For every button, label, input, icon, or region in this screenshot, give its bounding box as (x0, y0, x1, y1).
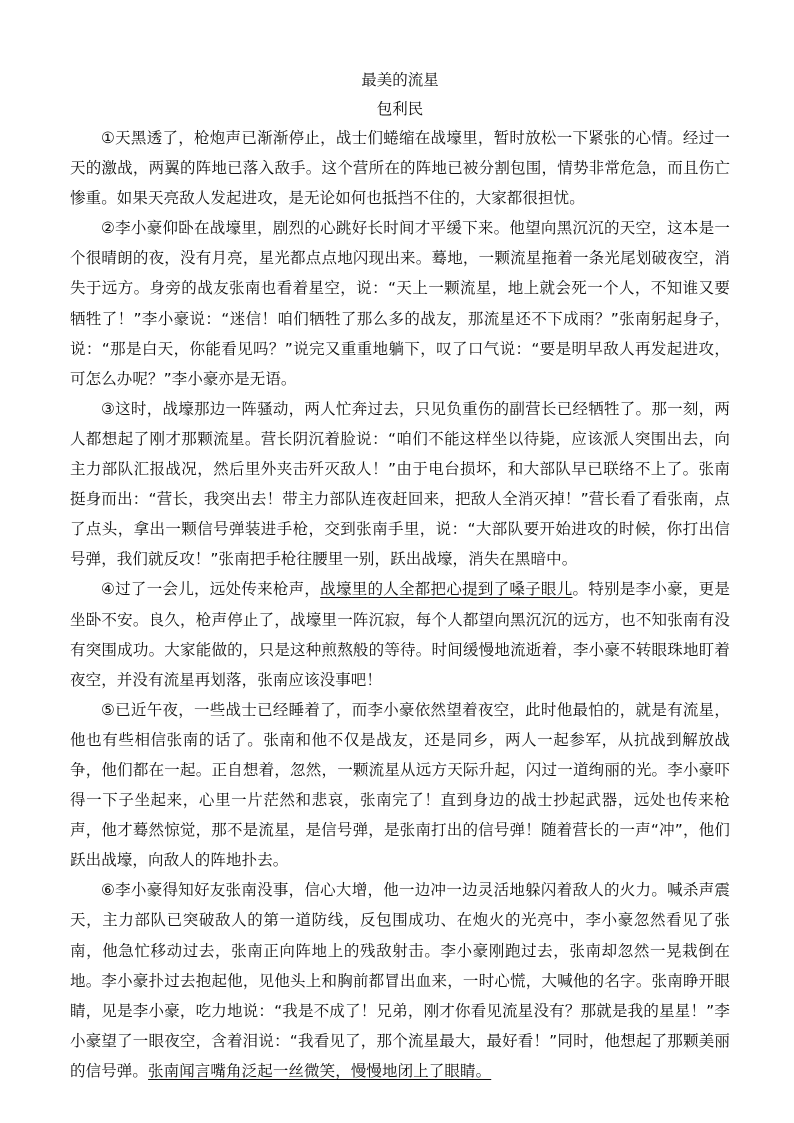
document-page (70, 68, 730, 1086)
underlined-sentence-1: 战壕里的人全都把心提到了嗓子眼儿 (320, 580, 573, 599)
paragraph-4-text-b: 。特别是李小豪，更是坐卧不安。良久，枪声停止了，战壕里一阵沉寂，每个人都望向黑沉沉的远方，也不知张南有没有突围成功。大家能做的，只是这种煎熬般的等待。时间缓慢地流逝着，李小豪不转眼珠地盯着夜空，并没有流星再划落，张南应该没事吧！ (70, 580, 731, 689)
paragraph-5: ⑤已近午夜，一些战士已经睡着了，而李小豪依然望着夜空，此时他最怕的，就是有流星，他也有些相信张南的话了。张南和他不仅是战友，还是同乡，两人一起参军，从抗战到解放战争，他们都在一起。正自想着，忽然，一颗流星从远方天际升起，闪过一道绚丽的光。李小豪吓得一下子坐起来，心里一片茫然和悲哀，张南完了！直到身边的战士抄起武器，远处也传来枪声，他才蓦然惊觉，那不是流星，是信号弹，是张南打出的信号弹！随着营长的一声“冲”，他们跃出战壕，向敌人的阵地扑去。 (70, 700, 730, 870)
paragraph-4-text-a: ④过了一会儿，远处传来枪声， (101, 580, 321, 599)
paragraph-4 (70, 574, 730, 694)
article-author: 包利民 (376, 100, 424, 118)
article-title: 最美的流星 (361, 71, 439, 89)
paragraph-2: ②李小豪仰卧在战壕里，剧烈的心跳好长时间才平缓下来。他望向黑沉沉的天空，这本是一个很晴朗的夜，没有月亮，星光都点点地闪现出来。蓦地，一颗流星拖着一条光尾划破夜空，消失于远方。身旁的战友张南也看着星空，说：“天上一颗流星，地上就会死一个人，不知谁又要牺牲了！”李小豪说：“迷信！咱们牺牲了那么多的战友，那流星还不下成雨？”张南躬起身子，说：“那是白天，你能看见吗？”说完又重重地躺下，叹了口气说：“要是明早敌人再发起进攻，可怎么办呢？”李小豪亦是无语。 (70, 219, 730, 388)
underlined-sentence-2: 张南闻言嘴角泛起一丝微笑，慢慢地闭上了眼睛。 (148, 1061, 492, 1080)
paragraph-6 (70, 875, 730, 1086)
paragraph-1: ①天黑透了，枪炮声已渐渐停止，战士们蜷缩在战壕里，暂时放松一下紧张的心情。经过一天的激战，两翼的阵地已落入敌手。这个营所在的阵地已被分割包围，情势非常危急，而且伤亡惨重。如果天亮敌人发起进攻，是无论如何也抵挡不住的，大家都很担忧。 (70, 129, 730, 208)
paragraph-6-text-a: ⑥李小豪得知好友张南没事，信心大增，他一边冲一边灵活地躲闪着敌人的火力。喊杀声震天，主力部队已突破敌人的第一道防线，反包围成功、在炮火的光亮中，李小豪忽然看见了张南，他急忙移动过去，张南正向阵地上的残敌射击。李小豪刚跑过去，张南却忽然一晃栽倒在地。李小豪扑过去抱起他，见他头上和胸前都冒出血来，一时心慌，大喊他的名字。张南睁开眼睛，见是李小豪，吃力地说：“我是不成了！兄弟，刚才你看见流星没有？那就是我的星星！”李小豪望了一眼夜空，含着泪说：“我看见了，那个流星最大，最好看！”同时，他想起了那颗美丽的信号弹。 (70, 881, 730, 1080)
paragraph-3: ③这时，战壕那边一阵骚动，两人忙奔过去，只见负重伤的副营长已经牺牲了。那一刻，两人都想起了刚才那颗流星。营长阴沉着脸说：“咱们不能这样坐以待毙，应该派人突围出去，向主力部队汇报战况，然后里外夹击歼灭敌人！”由于电台损坏，和大部队早已联络不上了。张南挺身而出：“营长，我突出去！带主力部队连夜赶回来，把敌人全消灭掉！”营长看了看张南，点了点头，拿出一颗信号弹装进手枪，交到张南手里，说：“大部队要开始进攻的时候，你打出信号弹，我们就反攻！”张南把手枪往腰里一别，跃出战壕，消失在黑暗中。 (70, 399, 730, 569)
